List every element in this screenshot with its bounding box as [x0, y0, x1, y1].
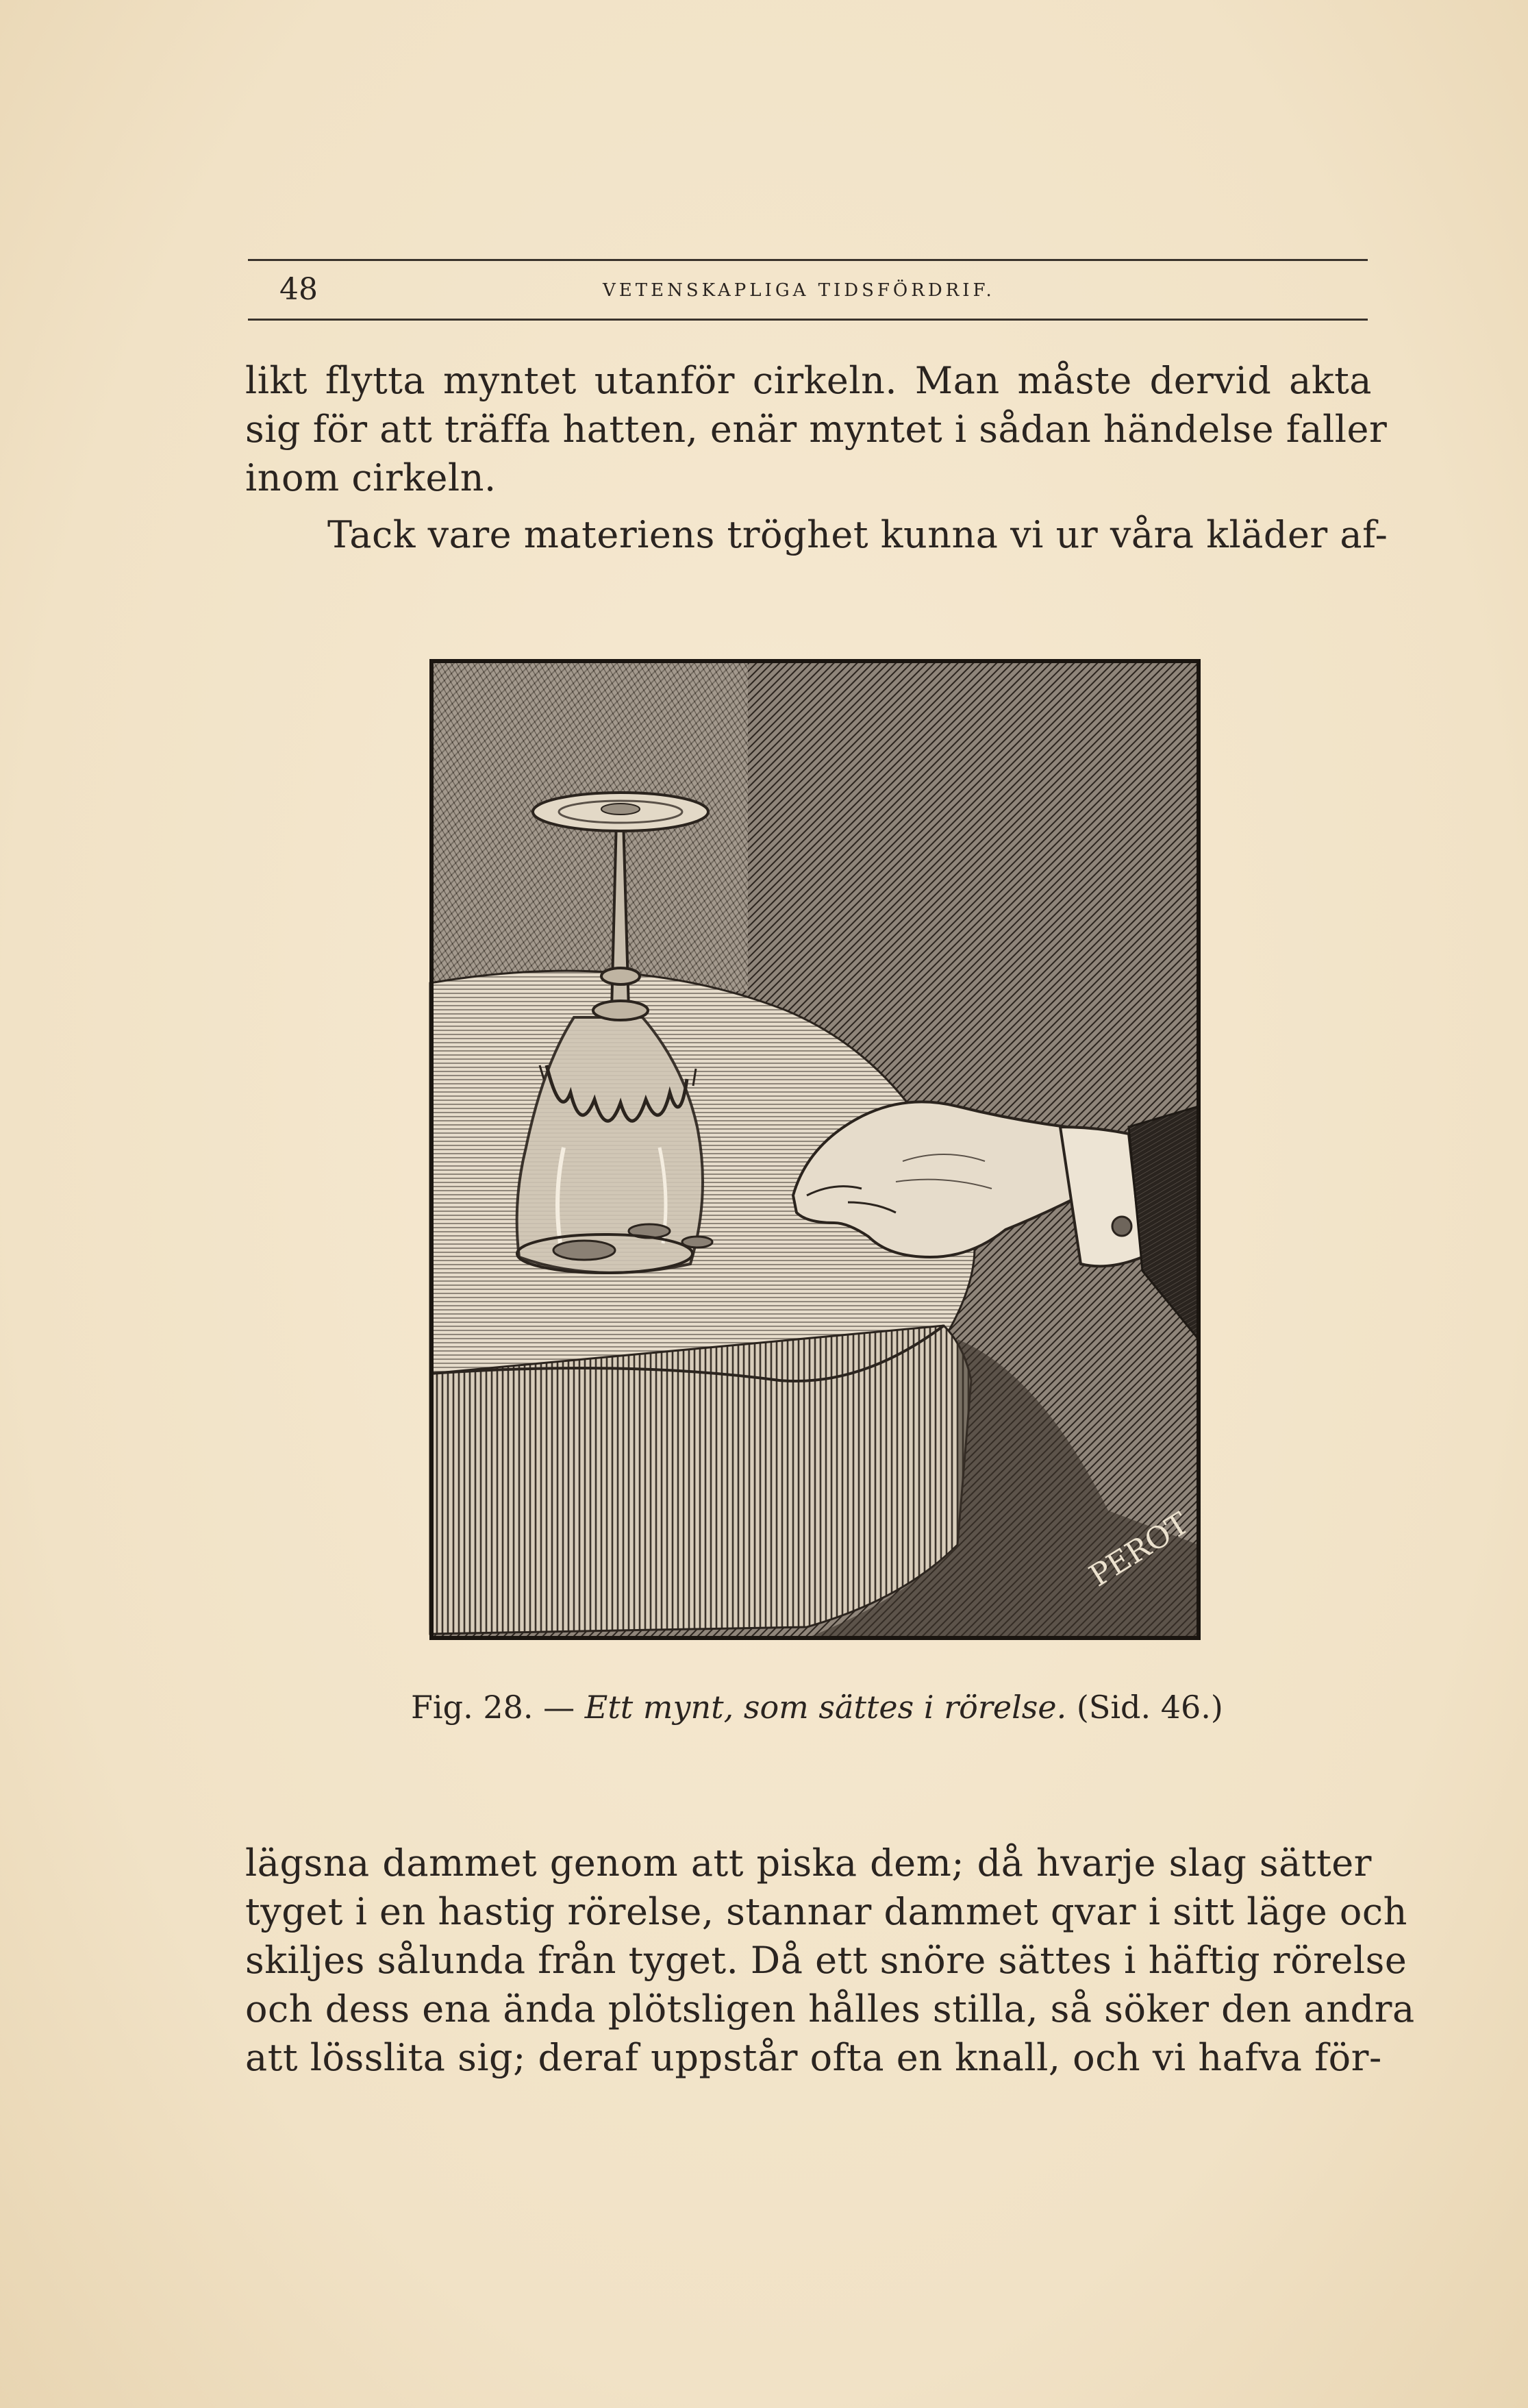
running-head: VETENSKAPLIGA TIDSFÖRDRIF. — [603, 280, 995, 301]
paragraph-line: tyget i en hastig rörelse, stannar dammet qvar i sitt läge och — [245, 1890, 1407, 1933]
engraver-signature: PEROT — [1083, 1506, 1195, 1594]
engraving-svg — [423, 654, 1207, 1645]
paragraph-line: att lösslita sig; deraf uppstår ofta en knall, och vi hafva för- — [245, 2036, 1382, 2079]
paragraph-line: lägsna dammet genom att piska dem; då hvarje slag sätter — [245, 1841, 1372, 1885]
caption-figure-number: Fig. 28. — — [411, 1689, 575, 1726]
header-rule-bottom — [248, 319, 1368, 321]
paragraph-line: Tack vare materiens tröghet kunna vi ur våra kläder af- — [327, 513, 1388, 556]
paragraph-line: sig för att träffa hatten, enär myntet i sådan händelse faller — [245, 408, 1388, 451]
caption-title: Ett mynt, som sättes i rörelse. — [584, 1689, 1067, 1726]
paragraph-line: och dess ena ända plötsligen hålles stilla, så söker den andra — [245, 1987, 1415, 2031]
page-number: 48 — [279, 272, 318, 307]
paragraph-2 — [327, 510, 1388, 559]
paragraph-3 — [245, 1839, 1415, 2082]
figure-caption — [411, 1687, 1233, 1728]
paragraph-line: inom cirkeln. — [245, 456, 497, 499]
paragraph-line: skiljes sålunda från tyget. Då ett snöre sättes i häftig rörelse — [245, 1939, 1407, 1982]
paragraph-line: likt flytta myntet utanför cirkeln. Man måste dervid akta — [245, 359, 1372, 402]
engraving-illustration — [423, 654, 1207, 1645]
header-rule-top — [248, 259, 1368, 261]
caption-reference: (Sid. 46.) — [1076, 1689, 1223, 1726]
paragraph-1 — [245, 356, 1388, 502]
